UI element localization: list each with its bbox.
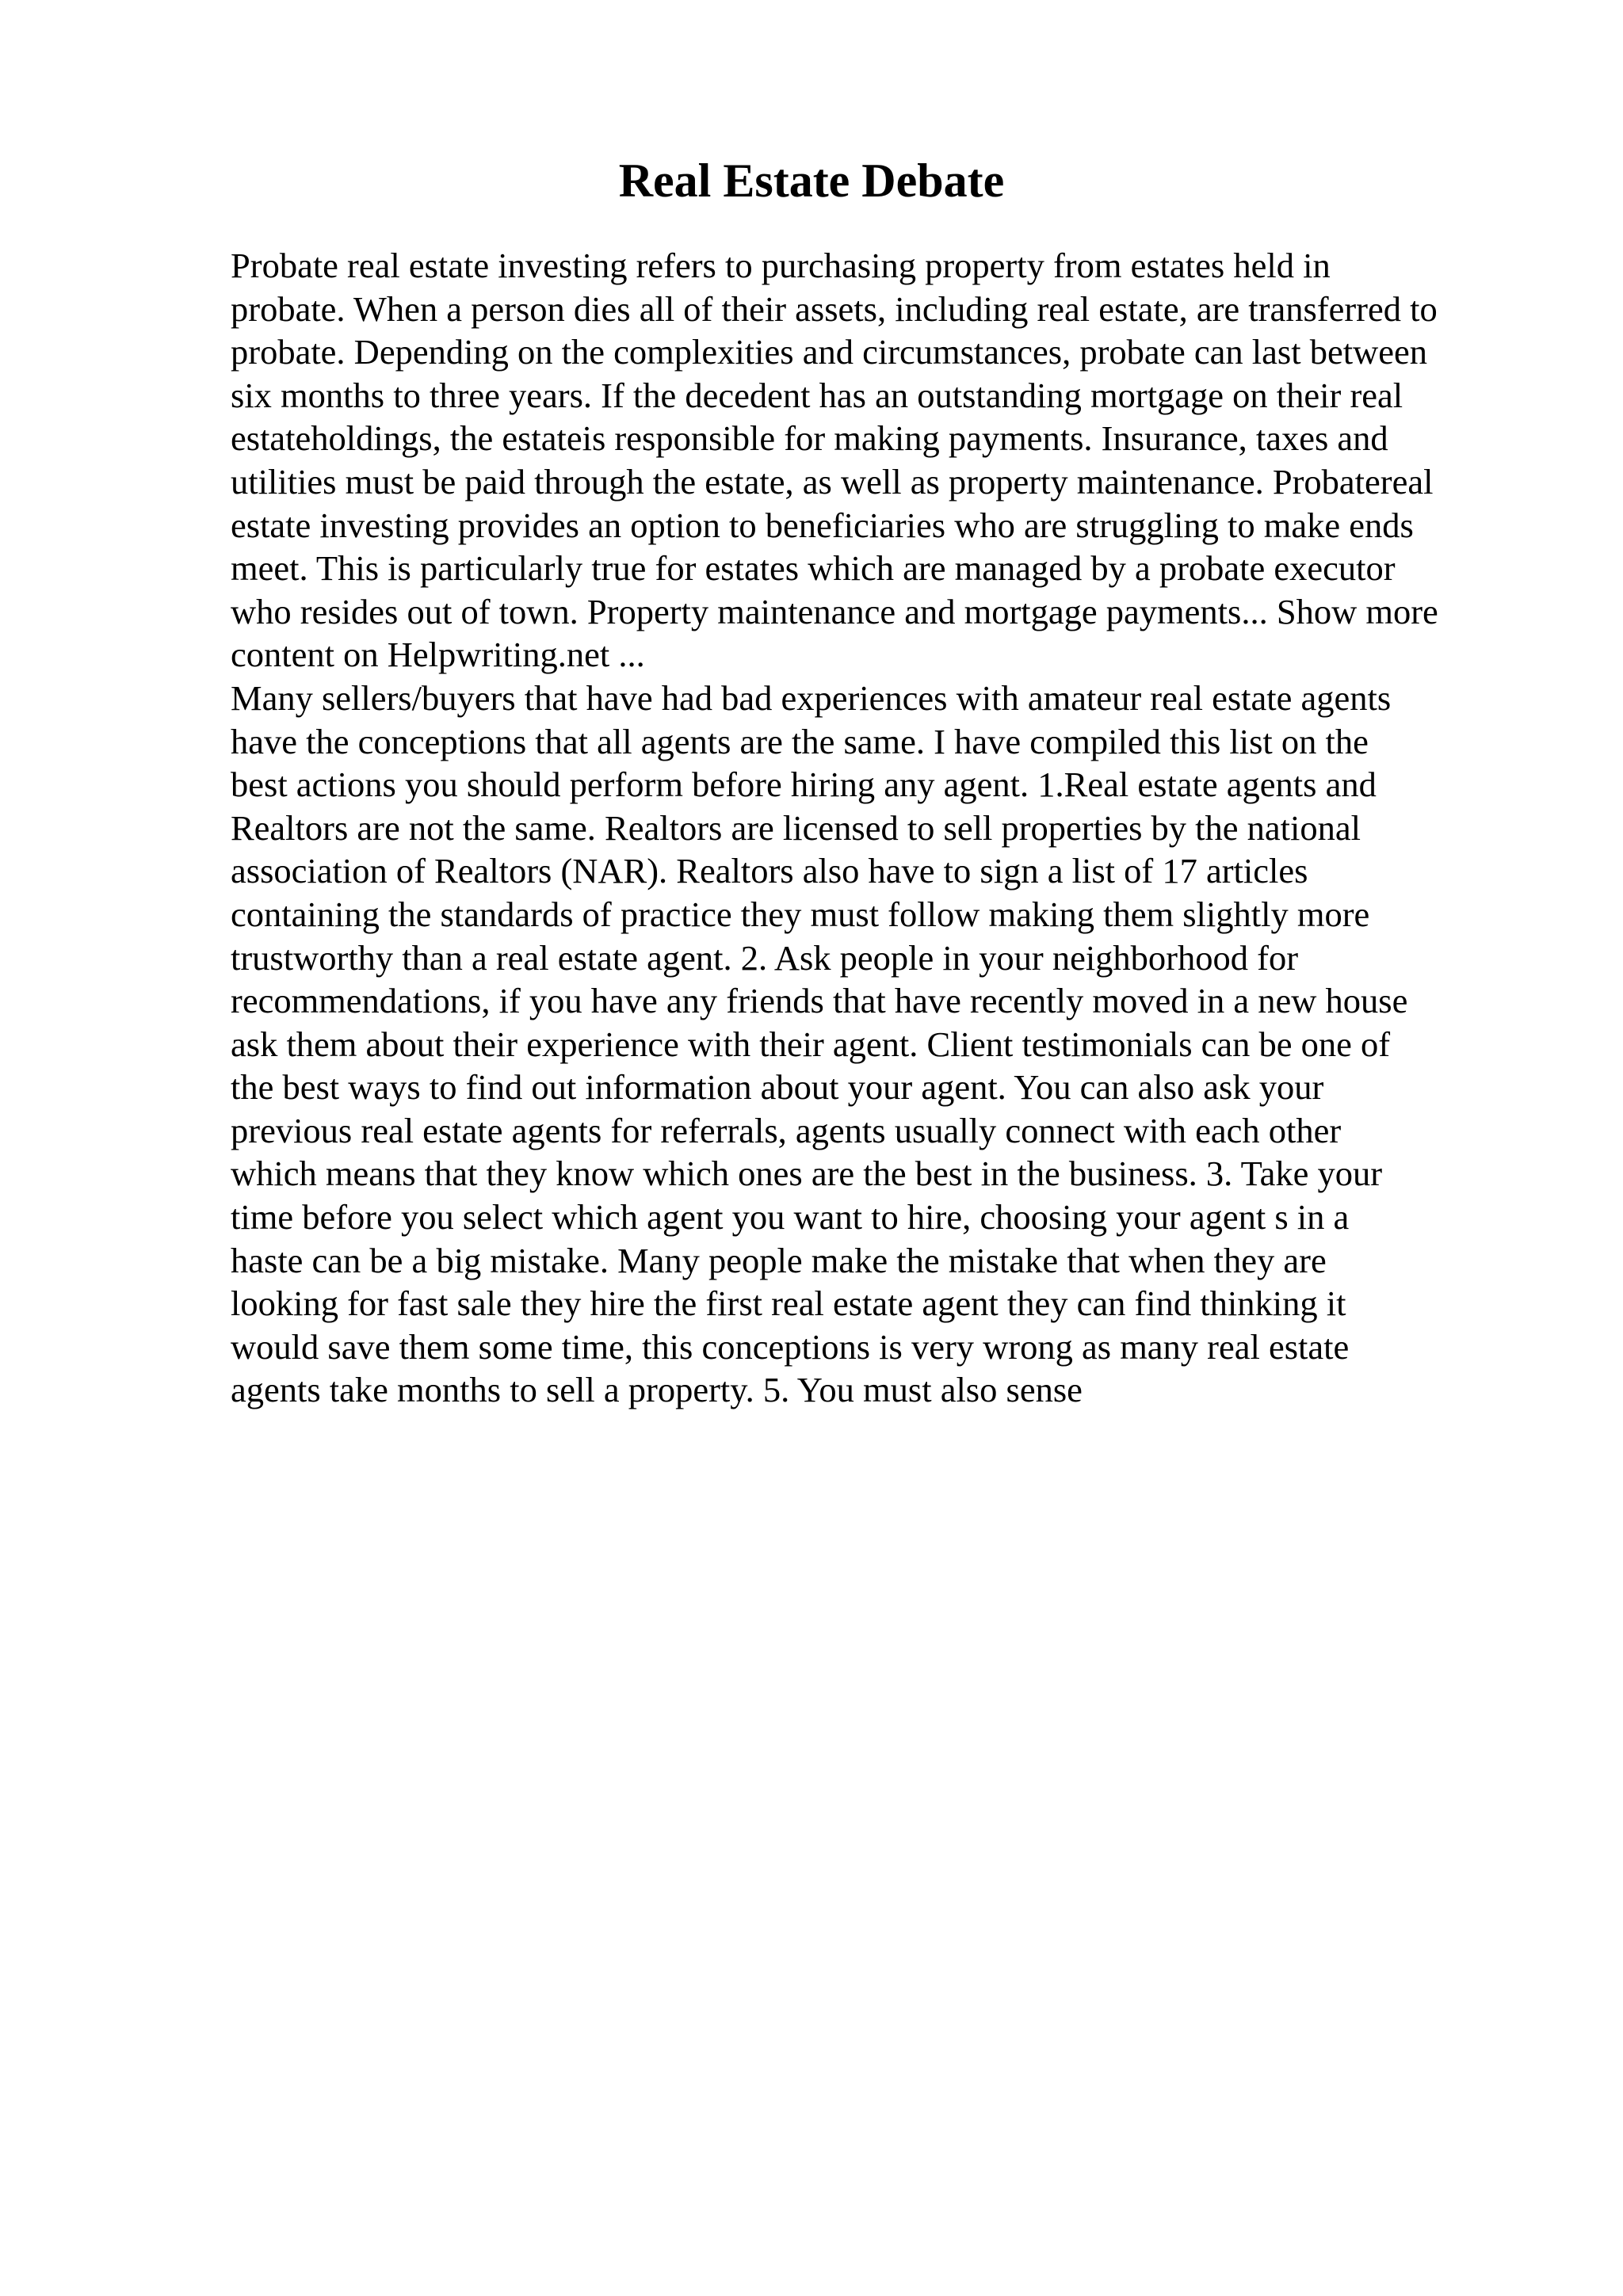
text-line: probate. When a person dies all of their assets, including real estate, are transferred to [231,288,1438,329]
text-line: best actions you should perform before hiring any agent. 1.Real estate agents and [231,765,1377,805]
paragraph-probate [231,244,1514,677]
text-line: six months to three years. If the decedent has an outstanding mortgage on their real [231,375,1403,415]
text-line: would save them some time, this conceptions is very wrong as many real estate [231,1326,1350,1367]
text-line: Realtors are not the same. Realtors are licensed to sell properties by the national [231,807,1361,848]
text-line: estateholdings, the estateis responsible for making payments. Insurance, taxes and [231,418,1388,459]
text-line: which means that they know which ones are the best in the business. 3. Take your [231,1154,1383,1194]
paragraph-agents [231,677,1514,1412]
text-line: trustworthy than a real estate agent. 2. Ask people in your neighborhood for [231,937,1299,978]
text-line: utilities must be paid through the estate, as well as property maintenance. Probatereal [231,461,1434,502]
text-line: agents take months to sell a property. 5. You must also sense [231,1370,1083,1410]
text-line: haste can be a big mistake. Many people make the mistake that when they are [231,1240,1327,1280]
text-line: looking for fast sale they hire the first real estate agent they can find thinking it [231,1283,1346,1324]
text-line: estate investing provides an option to beneficiaries who are struggling to make ends [231,505,1414,545]
text-line: the best ways to find out information about your agent. You can also ask your [231,1067,1324,1108]
text-line: recommendations, if you have any friends that have recently moved in a new house [231,981,1408,1021]
text-line: content on Helpwriting.net ... [231,635,645,675]
text-line: meet. This is particularly true for estates which are managed by a probate executor [231,548,1396,589]
text-line: Many sellers/buyers that have had bad experiences with amateur real estate agents [231,677,1392,718]
document-title: Real Estate Debate [618,154,1005,207]
text-line: previous real estate agents for referrals, agents usually connect with each other [231,1110,1342,1150]
text-line: have the conceptions that all agents are the same. I have compiled this list on the [231,721,1369,761]
text-line: ask them about their experience with their agent. Client testimonials can be one of [231,1024,1391,1064]
text-line: Probate real estate investing refers to purchasing property from estates held in [231,246,1331,285]
text-line: who resides out of town. Property maintenance and mortgage payments... Show more [231,591,1438,631]
text-line: time before you select which agent you want to hire, choosing your agent s in a [231,1197,1350,1238]
text-line: probate. Depending on the complexities and circumstances, probate can last between [231,332,1427,372]
text-line: association of Realtors (NAR). Realtors also have to sign a list of 17 articles [231,851,1308,891]
text-line: containing the standards of practice they must follow making them slightly more [231,894,1370,934]
document-body [231,244,1514,1412]
